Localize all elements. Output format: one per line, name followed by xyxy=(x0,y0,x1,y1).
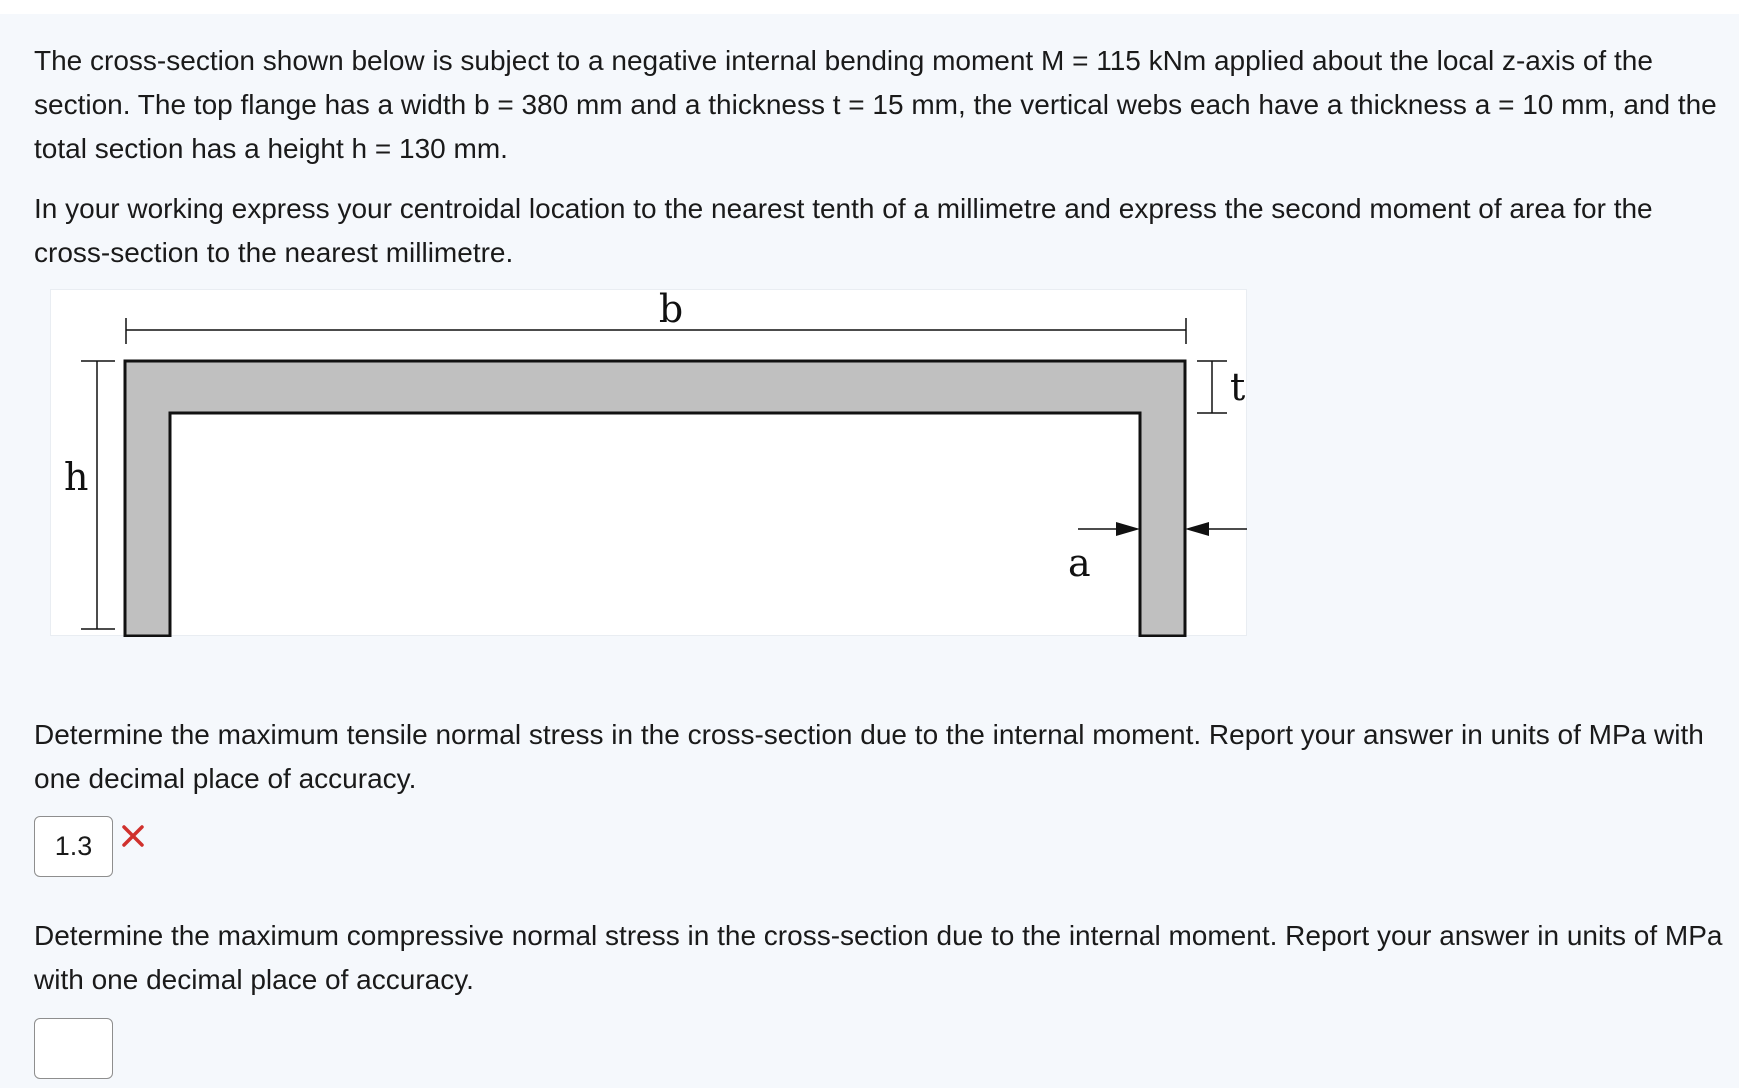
cross-section-shape xyxy=(125,361,1185,636)
label-b: b xyxy=(658,290,684,331)
question-1-prompt: Determine the maximum tensile normal stress in the cross-section due to the internal moment. Report your answer in units of MPa with one decimal place of accuracy. xyxy=(34,719,1704,794)
cross-section-figure xyxy=(50,289,1247,636)
question-2-prompt: Determine the maximum compressive normal stress in the cross-section due to the internal moment. Report your answer in units of MPa with one decimal place of accuracy. xyxy=(34,920,1723,995)
label-h: h xyxy=(64,455,89,499)
compressive-stress-input[interactable] xyxy=(34,1018,113,1079)
working-instructions: In your working express your centroidal location to the nearest tenth of a millimetre and express the second moment of area for the cross-section to the nearest millimetre. xyxy=(34,193,1653,268)
cross-section-diagram xyxy=(51,290,1248,637)
problem-statement: The cross-section shown below is subject to a negative internal bending moment M = 115 kNm applied about the local z-axis of the section. The top flange has a width b = 380 mm and a thickness t = 15 mm, the vertical webs each have a thickness a = 10 mm, and the total section has a height h = 130 mm. xyxy=(34,45,1717,164)
top-band xyxy=(0,0,1739,14)
a-arrow-left-head xyxy=(1116,522,1140,536)
label-t: t xyxy=(1230,365,1246,409)
tensile-stress-input[interactable] xyxy=(34,816,113,877)
label-a: a xyxy=(1068,541,1091,585)
a-arrow-right-head xyxy=(1185,522,1209,536)
x-mark-icon xyxy=(118,821,148,851)
